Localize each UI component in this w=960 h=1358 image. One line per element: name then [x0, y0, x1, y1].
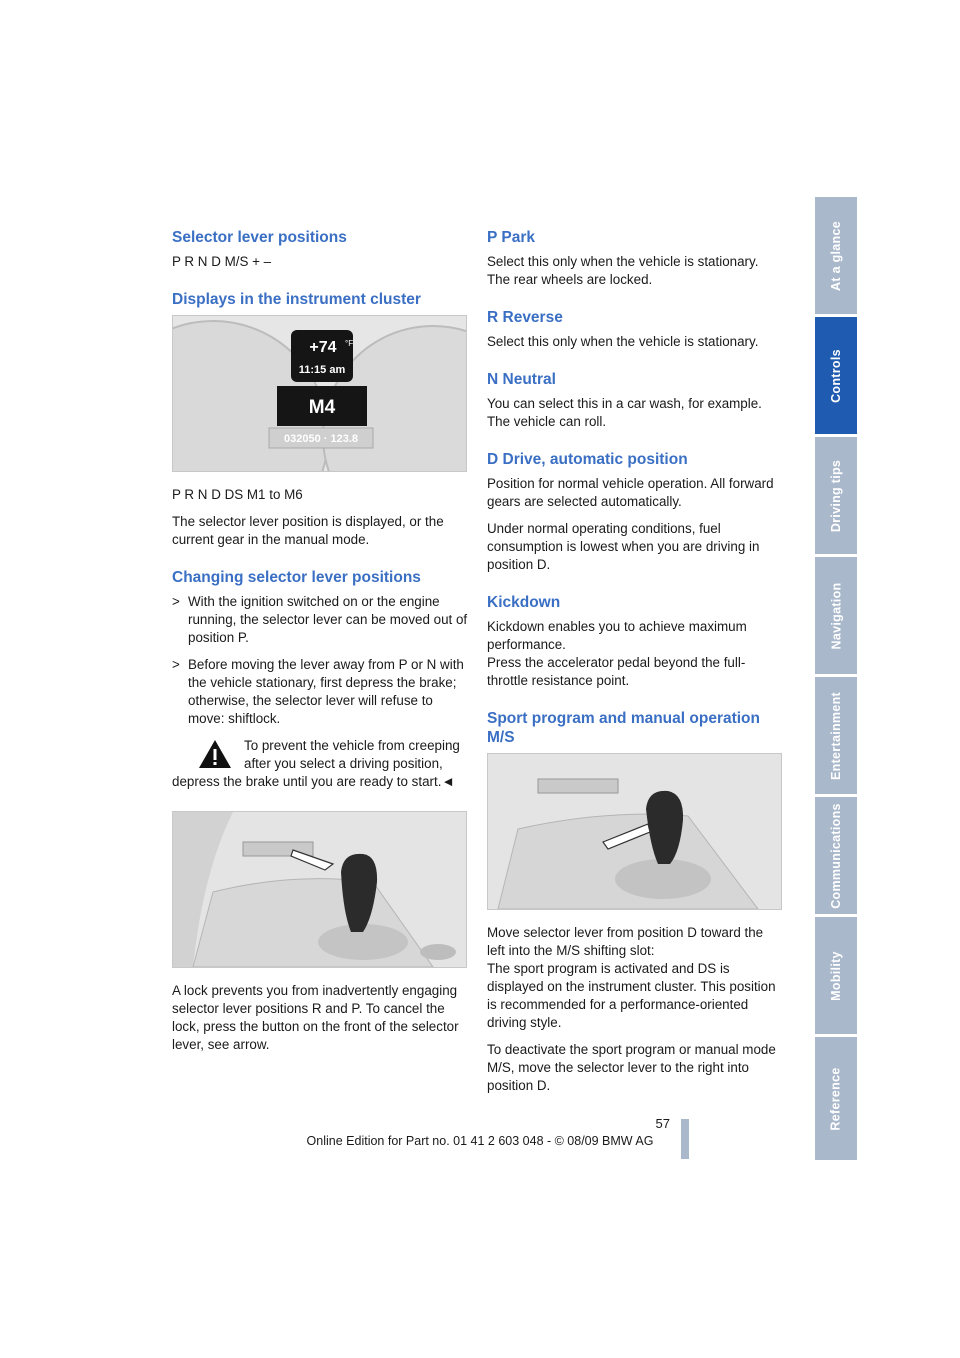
- warning-text: To prevent the vehicle from creeping after you select a driving position, depress the brake until you are ready to start.: [172, 738, 460, 789]
- tab-communications[interactable]: [815, 797, 857, 914]
- bullet-text: With the ignition switched on or the engine running, the selector lever can be moved out of position P.: [188, 594, 468, 645]
- end-marker: ◄: [441, 774, 455, 789]
- selector-lever-image: [172, 811, 467, 968]
- cluster-time: 11:15 am: [298, 364, 346, 376]
- right-column: [487, 228, 783, 1104]
- drive-text-2: Under normal operating conditions, fuel consumption is lowest when you are driving in position D.: [487, 521, 760, 572]
- reverse-text: Select this only when the vehicle is stationary.: [487, 334, 759, 349]
- tab-label: Controls: [829, 348, 844, 403]
- neutral-text: You can select this in a car wash, for example. The vehicle can roll.: [487, 396, 762, 429]
- kickdown-text-1: Kickdown enables you to achieve maximum performance.: [487, 619, 747, 652]
- footer-edition: Online Edition for Part no. 01 41 2 603 048 - © 08/09 BMW AG: [306, 1134, 654, 1148]
- tab-reference[interactable]: [815, 1037, 857, 1160]
- displays-text-2: The selector lever position is displayed, or the current gear in the manual mode.: [172, 514, 444, 547]
- page-number: 57: [655, 1116, 670, 1131]
- cluster-temp: +74: [309, 339, 337, 356]
- tab-controls[interactable]: [815, 317, 857, 434]
- lock-text: A lock prevents you from inadvertently engaging selector lever positions R and P. To cancel the lock, press the button on the front of the selector lever, see arrow.: [172, 983, 459, 1052]
- instrument-cluster-image: [172, 315, 467, 472]
- park-text: Select this only when the vehicle is stationary. The rear wheels are locked.: [487, 254, 759, 287]
- tab-at-a-glance[interactable]: [815, 197, 857, 314]
- drive-text-1: Position for normal vehicle operation. All forward gears are selected automatically.: [487, 476, 774, 509]
- kickdown-text-2: Press the accelerator pedal beyond the full-throttle resistance point.: [487, 655, 746, 688]
- heading-drive: D Drive, automatic position: [487, 451, 688, 468]
- sport-text-3: To deactivate the sport program or manual mode M/S, move the selector lever to the right into position D.: [487, 1042, 776, 1093]
- bullet-item: [172, 656, 468, 728]
- cluster-odometer: 032050 · 123.8: [283, 433, 359, 445]
- heading-changing-positions: Changing selector lever positions: [172, 569, 421, 586]
- tab-label: Mobility: [829, 950, 843, 1001]
- tab-entertainment[interactable]: [815, 677, 857, 794]
- bullet-marker: >: [172, 657, 180, 672]
- tab-navigation[interactable]: [815, 557, 857, 674]
- sport-text-1: Move selector lever from position D toward the left into the M/S shifting slot:: [487, 925, 764, 958]
- tab-label: Driving tips: [829, 459, 844, 532]
- tab-label: Communications: [829, 802, 844, 909]
- warning-note: [172, 737, 468, 791]
- heading-displays: Displays in the instrument cluster: [172, 291, 421, 308]
- displays-text-1: P R N D DS M1 to M6: [172, 487, 303, 502]
- selector-text: P R N D M/S + –: [172, 254, 272, 269]
- heading-neutral: N Neutral: [487, 371, 556, 388]
- chapter-sidebar: [815, 197, 857, 1160]
- tab-label: Navigation: [829, 582, 843, 649]
- bullet-text: Before moving the lever away from P or N with the vehicle stationary, first depress the brake; otherwise, the selector lever will refuse to move: shiftlock.: [188, 657, 464, 726]
- heading-reverse: R Reverse: [487, 309, 563, 326]
- cluster-gear: M4: [308, 397, 336, 418]
- tab-label: Reference: [829, 1066, 843, 1131]
- heading-kickdown: Kickdown: [487, 594, 561, 611]
- bullet-item: [172, 593, 468, 647]
- left-column: [172, 228, 468, 1063]
- tab-label: At a glance: [829, 220, 843, 291]
- tab-label: Entertainment: [829, 691, 844, 780]
- sport-program-image: [487, 753, 782, 910]
- warning-icon: [198, 739, 232, 769]
- tab-driving-tips[interactable]: [815, 437, 857, 554]
- heading-selector-positions: Selector lever positions: [172, 229, 347, 246]
- cluster-temp-unit: °F: [345, 339, 354, 348]
- heading-sport-program: Sport program and manual operation M/S: [487, 710, 760, 746]
- heading-park: P Park: [487, 229, 535, 246]
- bullet-marker: >: [172, 594, 180, 609]
- tab-mobility[interactable]: [815, 917, 857, 1034]
- sport-text-2: The sport program is activated and DS is displayed on the instrument cluster. This position is recommended for a performance-oriented driving style.: [487, 961, 776, 1030]
